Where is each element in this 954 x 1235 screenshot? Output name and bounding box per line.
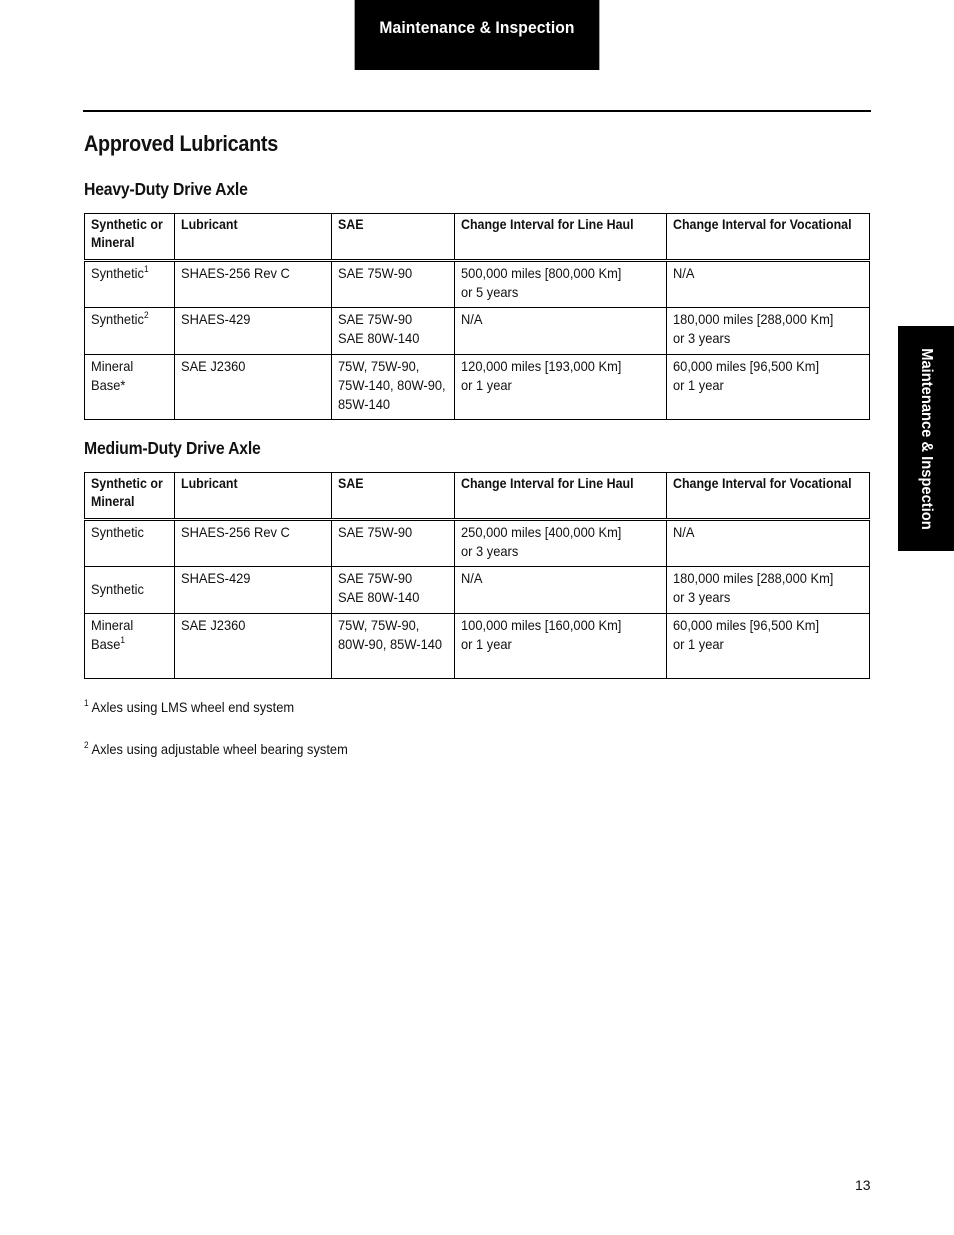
table-row <box>85 520 870 567</box>
sae-cell: SAE 75W-90 <box>331 520 454 567</box>
line-haul-cell: 100,000 miles [160,000 Km] or 1 year <box>454 614 667 679</box>
column-header: SAE <box>331 473 454 520</box>
vocational-cell: N/A <box>667 520 870 567</box>
table-header-row <box>85 473 870 520</box>
lubricant-cell: SHAES-429 <box>174 308 331 355</box>
medium-duty-lubricant-table <box>84 472 870 679</box>
column-header: Change Interval for Line Haul <box>454 214 667 261</box>
lubricant-cell: SHAES-256 Rev C <box>174 261 331 308</box>
footnote-text: Axles using LMS wheel end system <box>91 699 295 715</box>
lubricant-cell: SAE J2360 <box>174 614 331 679</box>
section-header-label: Maintenance & Inspection <box>379 18 575 37</box>
footnote-mark: 1 <box>84 698 89 708</box>
type-cell: Synthetic <box>85 520 175 567</box>
sae-cell: SAE 75W-90 SAE 80W-140 <box>331 567 454 614</box>
column-header: Lubricant <box>174 214 331 261</box>
vocational-cell: 180,000 miles [288,000 Km] or 3 years <box>667 567 870 614</box>
lubricant-cell: SAE J2360 <box>174 355 331 420</box>
column-header: Synthetic or Mineral <box>85 473 175 520</box>
type-cell: Synthetic <box>85 567 175 614</box>
medium-duty-heading: Medium-Duty Drive Axle <box>84 438 261 458</box>
section-header-tab <box>355 0 600 70</box>
footnote-text: Axles using adjustable wheel bearing system <box>91 741 348 757</box>
lubricant-cell: SHAES-256 Rev C <box>174 520 331 567</box>
side-section-label: Maintenance & Inspection <box>918 347 935 530</box>
table-row <box>85 308 870 355</box>
page-number: 13 <box>855 1177 871 1193</box>
type-cell: Mineral Base* <box>85 355 175 420</box>
column-header: SAE <box>331 214 454 261</box>
table-row <box>85 614 870 679</box>
sae-cell: 75W, 75W-90, 80W-90, 85W-140 <box>331 614 454 679</box>
type-cell: Mineral Base$^1$ <box>85 614 175 679</box>
column-header: Change Interval for Vocational <box>667 214 870 261</box>
line-haul-cell: 500,000 miles [800,000 Km] or 5 years <box>454 261 667 308</box>
table-header-row <box>85 214 870 261</box>
vocational-cell: N/A <box>667 261 870 308</box>
side-section-tab <box>898 326 954 551</box>
table-row <box>85 355 870 420</box>
vocational-cell: 60,000 miles [96,500 Km] or 1 year <box>667 614 870 679</box>
line-haul-cell: N/A <box>454 308 667 355</box>
sae-cell: 75W, 75W-90, 75W-140, 80W-90, 85W-140 <box>331 355 454 420</box>
heavy-duty-lubricant-table <box>84 213 870 420</box>
table-row <box>85 567 870 614</box>
sae-cell: SAE 75W-90 SAE 80W-140 <box>331 308 454 355</box>
footnote-1 <box>84 699 294 715</box>
vocational-cell: 180,000 miles [288,000 Km] or 3 years <box>667 308 870 355</box>
line-haul-cell: 250,000 miles [400,000 Km] or 3 years <box>454 520 667 567</box>
column-header: Change Interval for Vocational <box>667 473 870 520</box>
type-cell: Synthetic$^1$ <box>85 261 175 308</box>
column-header: Synthetic or Mineral <box>85 214 175 261</box>
heavy-duty-heading: Heavy-Duty Drive Axle <box>84 179 248 199</box>
column-header: Change Interval for Line Haul <box>454 473 667 520</box>
page-title: Approved Lubricants <box>84 131 278 156</box>
lubricant-cell: SHAES-429 <box>174 567 331 614</box>
footnote-mark: 2 <box>84 740 89 750</box>
table-row <box>85 261 870 308</box>
sae-cell: SAE 75W-90 <box>331 261 454 308</box>
line-haul-cell: 120,000 miles [193,000 Km] or 1 year <box>454 355 667 420</box>
column-header: Lubricant <box>174 473 331 520</box>
vocational-cell: 60,000 miles [96,500 Km] or 1 year <box>667 355 870 420</box>
type-cell: Synthetic$^2$ <box>85 308 175 355</box>
footnote-2 <box>84 741 348 757</box>
header-divider <box>83 110 871 112</box>
line-haul-cell: N/A <box>454 567 667 614</box>
